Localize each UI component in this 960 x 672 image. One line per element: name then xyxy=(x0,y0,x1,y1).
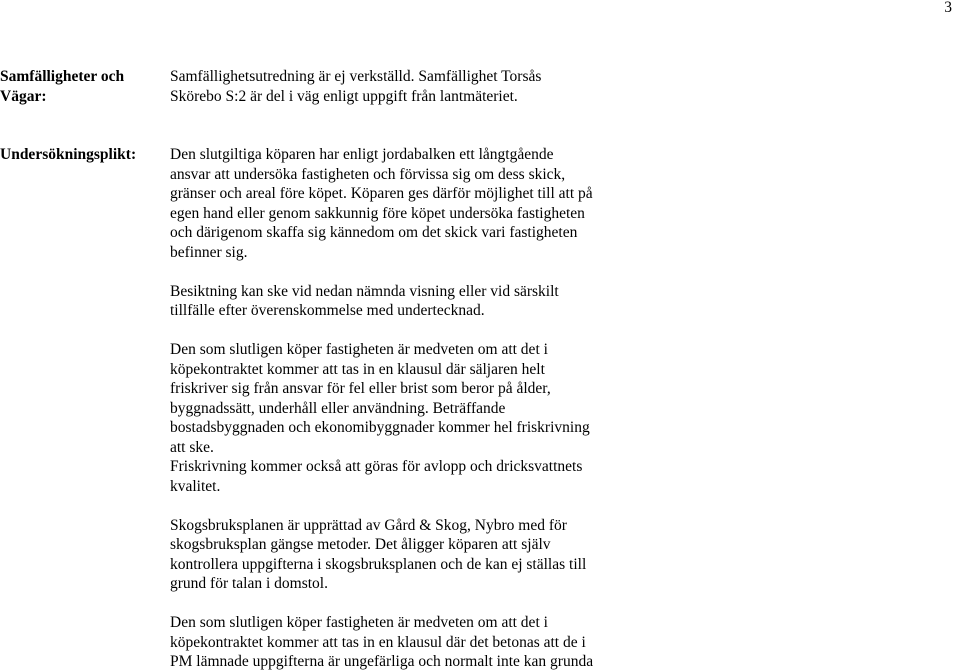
section-label-text: Undersökningsplikt: xyxy=(0,146,137,163)
section-label-undersokningsplikt xyxy=(0,145,160,165)
section-label-samfalligheter xyxy=(0,67,160,106)
paragraph: Den som slutligen köper fastigheten är medveten om att det i köpekontraktet kommer att tas in en klausul där säljaren helt friskriver sig från ansvar för fel eller brist som beror på ålder, byggnadssätt, underhåll eller användning. Beträffande bostadsbyggnaden och ekonomibyggnader kommer hel friskrivning att ske. Friskrivning kommer också att göras för avlopp och dricksvattnets kvalitet. xyxy=(170,341,590,495)
page-number: 3 xyxy=(944,0,952,16)
section-content-samfalligheter xyxy=(170,67,640,106)
paragraph: Samfällighetsutredning är ej verkställd. Samfällighet Torsås Skörebo S:2 är del i väg enligt uppgift från lantmäteriet. xyxy=(170,68,542,105)
paragraph: Besiktning kan ske vid nedan nämnda visning eller vid särskilt tillfälle efter överenskommelse med undertecknad. xyxy=(170,282,559,319)
paragraph: Den som slutligen köper fastigheten är medveten om att det i köpekontraktet kommer att tas in en klausul där det betonas att de i PM lämnade uppgifterna är ungefärliga och normalt inte kan grunda xyxy=(170,614,594,670)
paragraph: Skogsbruksplanen är upprättad av Gård & Skog, Nybro med för skogsbruksplan gängse metoder. Det åligger köparen att själv kontrollera uppgifterna i skogsbruksplanen och de kan ej ställas till grund för talan i domstol. xyxy=(170,516,587,592)
section-label-text: Samfälligheter och Vägar: xyxy=(0,68,125,105)
paragraph: Den slutgiltiga köparen har enligt jordabalken ett långtgående ansvar att undersöka fastigheten och förvissa sig om dess skick, gränser och areal före köpet. Köparen ges därför möjlighet till att på egen hand eller genom sakkunnig före köpet undersöka fastigheten och därigenom skaffa sig kännedom om det skick vari fastigheten befinner sig. xyxy=(170,146,593,261)
section-content-undersokningsplikt xyxy=(170,145,640,672)
